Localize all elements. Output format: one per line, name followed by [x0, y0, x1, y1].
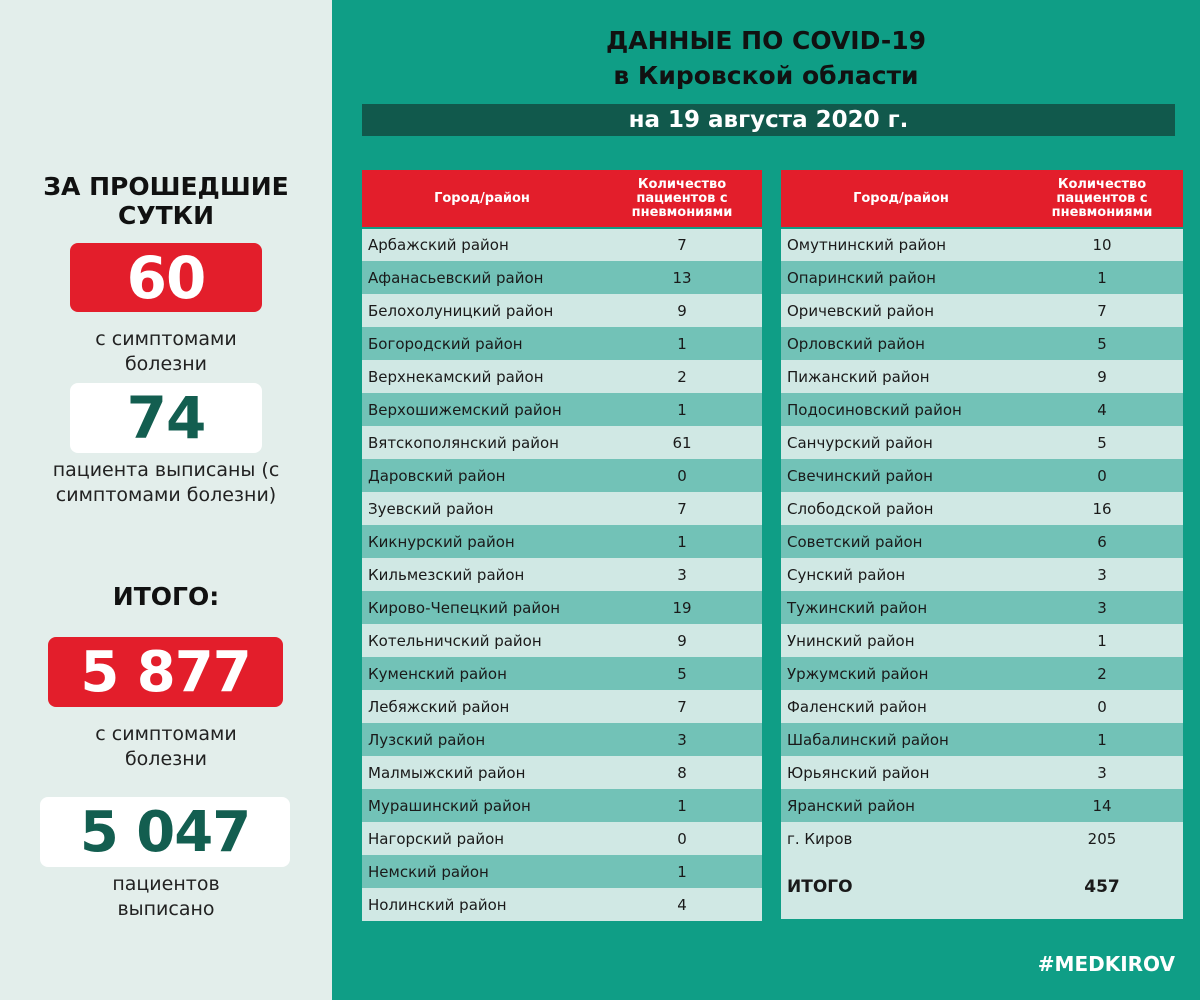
district-name: Котельничский район	[362, 624, 602, 657]
table-row	[781, 657, 1183, 690]
daily-discharged-value: 74	[70, 383, 262, 453]
pneumonia-count: 3	[1021, 756, 1183, 789]
district-name: Юрьянский район	[781, 756, 1021, 789]
summary-panel	[0, 0, 332, 1000]
table-row	[781, 756, 1183, 789]
table-row	[362, 228, 762, 261]
hashtag: #MEDKIROV	[1037, 952, 1175, 976]
district-name: Кильмезский район	[362, 558, 602, 591]
district-name: Немский район	[362, 855, 602, 888]
total-heading: ИТОГО:	[112, 582, 220, 611]
title-line2: в Кировской области	[613, 61, 919, 90]
table-row	[362, 492, 762, 525]
district-name: Уржумский район	[781, 657, 1021, 690]
table-row	[362, 459, 762, 492]
district-name: Санчурский район	[781, 426, 1021, 459]
pneumonia-count: 7	[1021, 294, 1183, 327]
col-count-header: Количество пациентов с пневмониями	[1021, 170, 1183, 228]
pneumonia-count: 2	[1021, 657, 1183, 690]
pneumonia-count: 0	[1021, 459, 1183, 492]
pneumonia-count: 1	[602, 525, 762, 558]
table-row	[781, 591, 1183, 624]
total-discharged-value: 5 047	[40, 797, 290, 867]
table-row	[362, 591, 762, 624]
district-name: Оричевский район	[781, 294, 1021, 327]
table-row	[781, 558, 1183, 591]
table-row	[362, 624, 762, 657]
district-name: Яранский район	[781, 789, 1021, 822]
pneumonia-count: 1	[1021, 261, 1183, 294]
pneumonia-count: 13	[602, 261, 762, 294]
district-name: Сунский район	[781, 558, 1021, 591]
district-name: Опаринский район	[781, 261, 1021, 294]
district-name: Подосиновский район	[781, 393, 1021, 426]
table-row	[362, 723, 762, 756]
pneumonia-count: 61	[602, 426, 762, 459]
total-discharged-label: пациентов выписано	[112, 873, 220, 920]
daily-heading: ЗА ПРОШЕДШИЕ СУТКИ	[43, 172, 289, 230]
table-row	[362, 690, 762, 723]
pneumonia-count: 0	[602, 459, 762, 492]
table-row	[362, 756, 762, 789]
table-row	[781, 492, 1183, 525]
pneumonia-count: 5	[602, 657, 762, 690]
table-row	[362, 789, 762, 822]
pneumonia-count: 9	[1021, 360, 1183, 393]
pneumonia-count: 3	[602, 558, 762, 591]
district-name: Советский район	[781, 525, 1021, 558]
district-name: Пижанский район	[781, 360, 1021, 393]
data-panel	[332, 0, 1200, 1000]
pneumonia-count: 8	[602, 756, 762, 789]
pneumonia-count: 16	[1021, 492, 1183, 525]
district-name: Кикнурский район	[362, 525, 602, 558]
district-name: Куменский район	[362, 657, 602, 690]
pneumonia-count: 0	[1021, 690, 1183, 723]
district-name: Афанасьевский район	[362, 261, 602, 294]
district-name: Белохолуницкий район	[362, 294, 602, 327]
district-name: Верхнекамский район	[362, 360, 602, 393]
pneumonia-count: 0	[602, 822, 762, 855]
pneumonia-count: 7	[602, 690, 762, 723]
table-row	[781, 426, 1183, 459]
table-row	[781, 822, 1183, 855]
table-row	[362, 327, 762, 360]
total-cases-label: с симптомами болезни	[95, 723, 237, 770]
daily-cases-value: 60	[70, 243, 262, 312]
district-name: Фаленский район	[781, 690, 1021, 723]
district-name: Омутнинский район	[781, 228, 1021, 261]
pneumonia-count: 1	[602, 393, 762, 426]
pneumonia-count: 1	[602, 327, 762, 360]
table-row	[781, 228, 1183, 261]
table-row	[781, 327, 1183, 360]
title-line1: ДАННЫЕ ПО COVID-19	[606, 26, 926, 55]
pneumonia-count: 14	[1021, 789, 1183, 822]
table-row	[362, 294, 762, 327]
pneumonia-count: 1	[1021, 624, 1183, 657]
table-row	[781, 690, 1183, 723]
district-name: Тужинский район	[781, 591, 1021, 624]
district-name: Верхошижемский район	[362, 393, 602, 426]
district-name: Даровский район	[362, 459, 602, 492]
pneumonia-count: 4	[1021, 393, 1183, 426]
table-row	[781, 393, 1183, 426]
district-name: Нагорский район	[362, 822, 602, 855]
pneumonia-count: 19	[602, 591, 762, 624]
pneumonia-count: 10	[1021, 228, 1183, 261]
table-row	[362, 558, 762, 591]
district-name: Слободской район	[781, 492, 1021, 525]
col-name-header: Город/район	[781, 170, 1021, 228]
table-row	[362, 888, 762, 921]
district-name: Кирово-Чепецкий район	[362, 591, 602, 624]
daily-discharged-label: пациента выписаны (с симптомами болезни)	[52, 459, 280, 506]
district-name: Арбажский район	[362, 228, 602, 261]
table-row	[781, 261, 1183, 294]
table-row	[781, 789, 1183, 822]
table-row	[781, 624, 1183, 657]
table-row	[781, 525, 1183, 558]
date-banner: на 19 августа 2020 г.	[362, 104, 1175, 136]
district-name: Нолинский район	[362, 888, 602, 921]
pneumonia-count: 1	[1021, 723, 1183, 756]
district-name: Орловский район	[781, 327, 1021, 360]
district-name: Свечинский район	[781, 459, 1021, 492]
table-row	[781, 294, 1183, 327]
district-name: г. Киров	[781, 822, 1021, 855]
pneumonia-count: 3	[1021, 591, 1183, 624]
pneumonia-count: 2	[602, 360, 762, 393]
pneumonia-count: 9	[602, 294, 762, 327]
district-name: Мурашинский район	[362, 789, 602, 822]
col-count-header: Количество пациентов с пневмониями	[602, 170, 762, 228]
table-row	[362, 426, 762, 459]
districts-table-right	[781, 170, 1183, 919]
table-row	[362, 855, 762, 888]
daily-cases-label: с симптомами болезни	[95, 328, 237, 375]
pneumonia-count: 4	[602, 888, 762, 921]
pneumonia-count: 1	[602, 855, 762, 888]
pneumonia-count: 6	[1021, 525, 1183, 558]
pneumonia-count: 5	[1021, 426, 1183, 459]
total-value: 457	[1021, 855, 1183, 919]
district-name: Лузский район	[362, 723, 602, 756]
pneumonia-count: 3	[1021, 558, 1183, 591]
pneumonia-count: 1	[602, 789, 762, 822]
district-name: Шабалинский район	[781, 723, 1021, 756]
pneumonia-count: 9	[602, 624, 762, 657]
table-row	[362, 360, 762, 393]
district-name: Зуевский район	[362, 492, 602, 525]
table-row	[781, 723, 1183, 756]
pneumonia-count: 7	[602, 228, 762, 261]
table-row	[362, 261, 762, 294]
district-name: Малмыжский район	[362, 756, 602, 789]
district-name: Унинский район	[781, 624, 1021, 657]
total-cases-value: 5 877	[48, 637, 283, 707]
col-name-header: Город/район	[362, 170, 602, 228]
table-row	[362, 393, 762, 426]
table-row	[362, 822, 762, 855]
pneumonia-count: 5	[1021, 327, 1183, 360]
pneumonia-count: 205	[1021, 822, 1183, 855]
district-name: Лебяжский район	[362, 690, 602, 723]
table-row	[781, 360, 1183, 393]
pneumonia-count: 7	[602, 492, 762, 525]
pneumonia-count: 3	[602, 723, 762, 756]
table-row	[362, 657, 762, 690]
district-name: Богородский район	[362, 327, 602, 360]
total-label: ИТОГО	[781, 855, 1021, 919]
districts-table-left	[362, 170, 762, 921]
table-row	[362, 525, 762, 558]
table-row	[781, 459, 1183, 492]
district-name: Вятскополянский район	[362, 426, 602, 459]
